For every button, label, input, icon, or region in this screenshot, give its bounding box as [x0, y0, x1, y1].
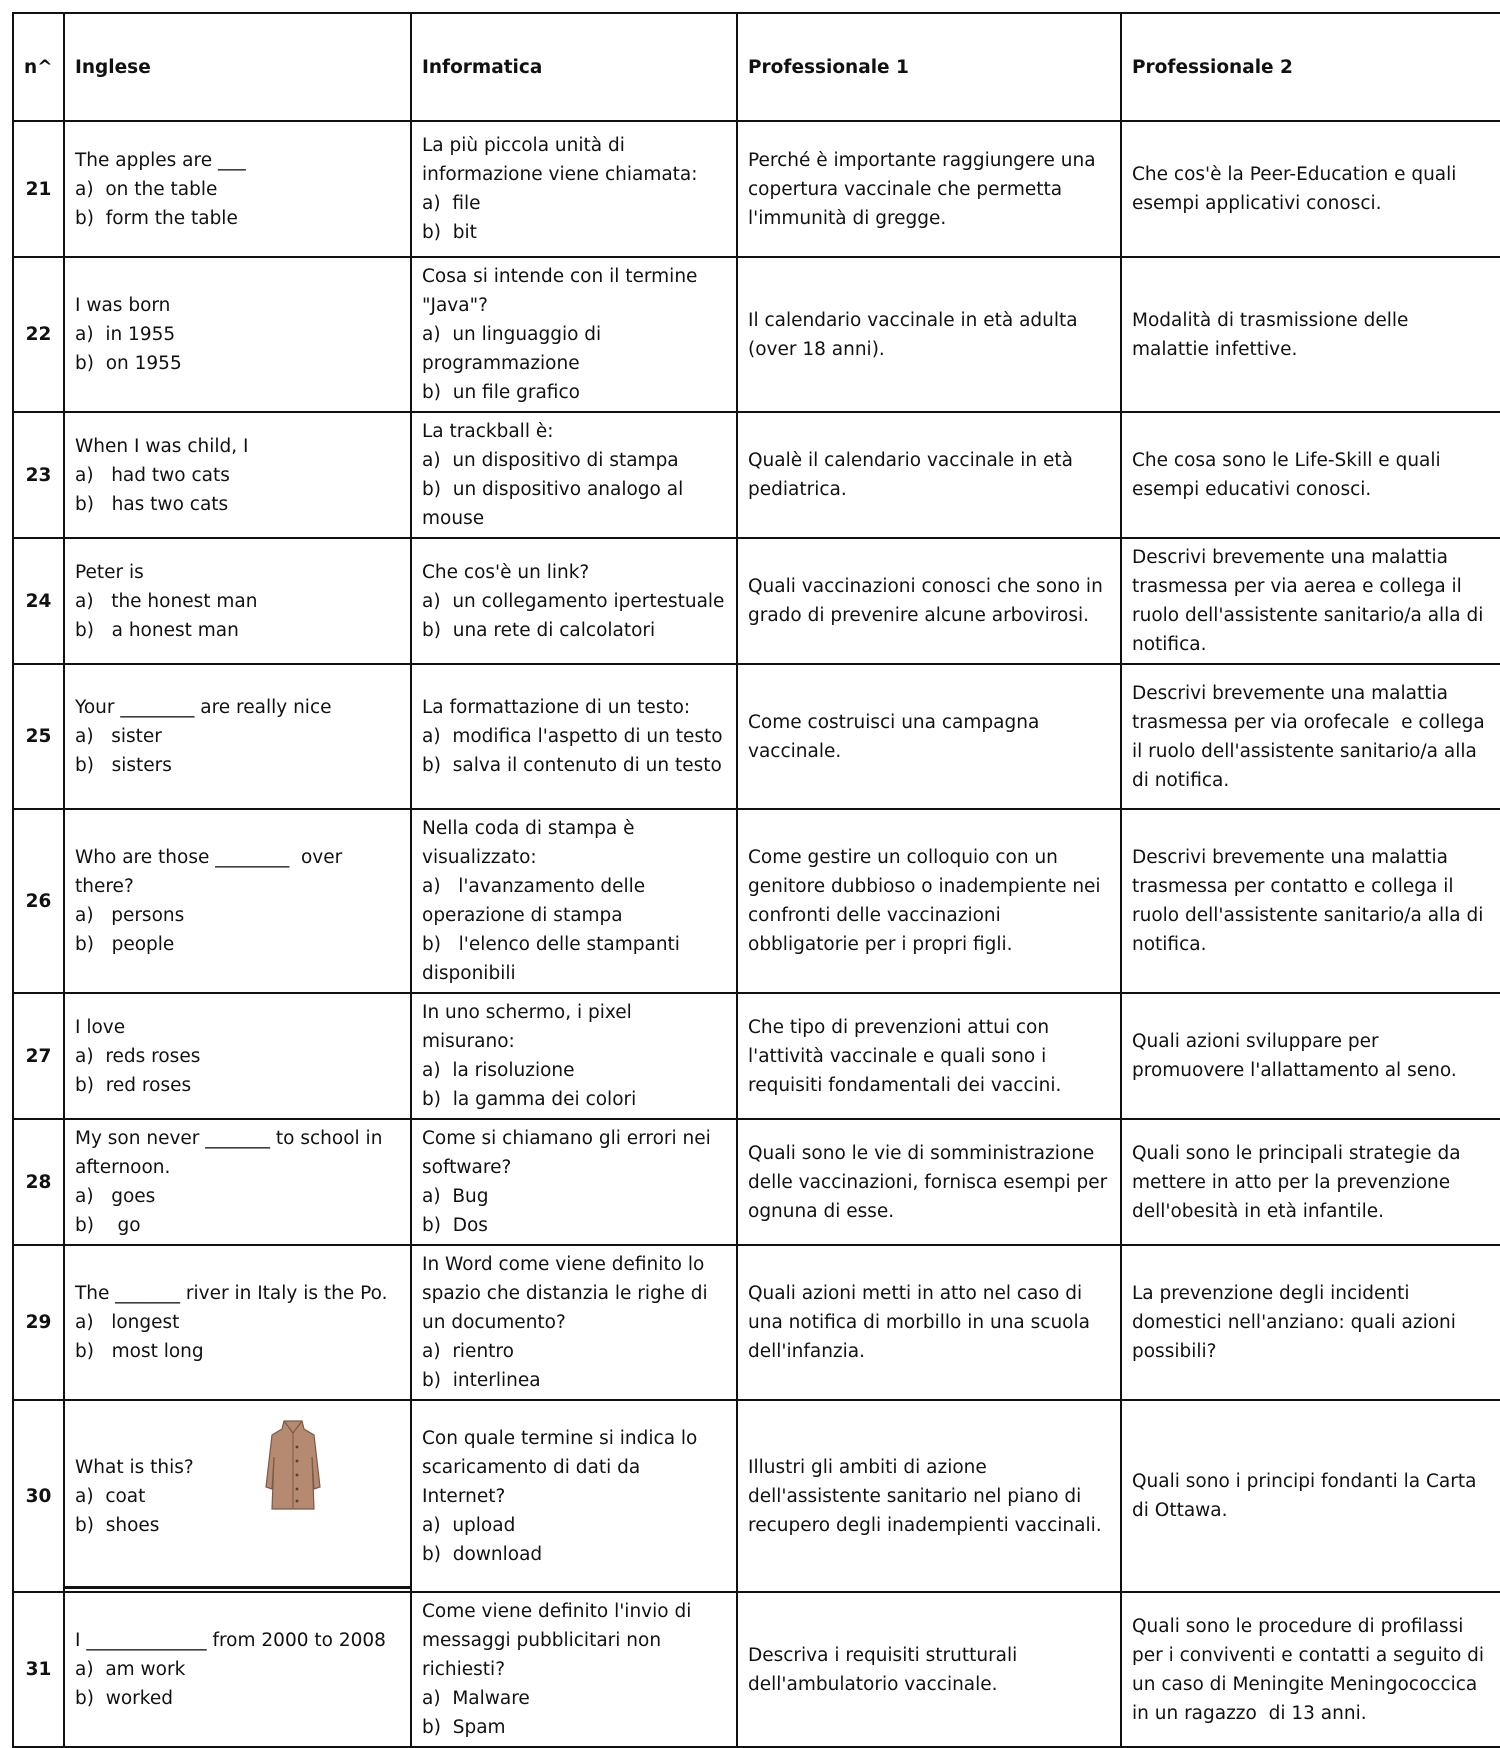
informatica-cell [411, 664, 737, 809]
inglese-cell [64, 993, 411, 1119]
question-text: Who are those ________ over there? [75, 847, 349, 897]
answer-option: a) un dispositivo di stampa [422, 450, 679, 471]
informatica-cell [411, 1119, 737, 1245]
question-text: Come si chiamano gli errori nei software? [422, 1128, 717, 1178]
answer-option: a) sister [75, 726, 162, 747]
professionale-1-cell [737, 809, 1121, 993]
table-row [13, 809, 1500, 993]
question-text: The apples are ___ [75, 149, 246, 171]
answer-option: a) l'avanzamento delle operazione di stampa [422, 876, 652, 926]
inglese-cell [64, 257, 411, 412]
answer-option: a) on the table [75, 178, 218, 200]
question-text: La prevenzione degli incidenti domestici nell'anziano: quali azioni possibili? [1132, 1283, 1462, 1362]
inglese-cell [64, 412, 411, 538]
answer-option: b) worked [75, 1688, 173, 1709]
inglese-cell [64, 1119, 411, 1245]
informatica-cell [411, 1400, 737, 1592]
informatica-cell [411, 412, 737, 538]
question-text: Your ________ are really nice [75, 697, 332, 718]
table-row [13, 1119, 1500, 1245]
table-row [13, 1400, 1500, 1592]
answer-option: a) the honest man [75, 590, 258, 612]
answer-option: a) in 1955 [75, 324, 176, 345]
header-inglese: Inglese [64, 13, 411, 121]
question-text: When I was child, I [75, 435, 249, 457]
exam-questions-table [12, 12, 1500, 1748]
answer-option: a) coat [75, 1485, 146, 1507]
question-text: Qualè il calendario vaccinale in età pediatrica. [748, 450, 1079, 500]
inglese-cell [64, 1245, 411, 1400]
question-text: I was born [75, 295, 171, 316]
answer-option: a) Malware [422, 1688, 530, 1709]
answer-option: b) Dos [422, 1215, 488, 1236]
table-row [13, 1592, 1500, 1747]
question-number: 24 [13, 538, 64, 664]
question-text: Come viene definito l'invio di messaggi pubblicitari non richiesti? [422, 1601, 698, 1680]
answer-option: a) rientro [422, 1341, 514, 1362]
informatica-cell [411, 538, 737, 664]
inglese-cell [64, 809, 411, 993]
question-text: La formattazione di un testo: [422, 697, 691, 718]
answer-option: b) sisters [75, 755, 172, 776]
question-text: The _______ river in Italy is the Po. [75, 1283, 388, 1304]
divider [65, 1586, 410, 1589]
inglese-cell [64, 538, 411, 664]
answer-option: a) longest [75, 1312, 180, 1333]
professionale-1-cell [737, 412, 1121, 538]
question-number: 31 [13, 1592, 64, 1747]
table-row [13, 993, 1500, 1119]
professionale-1-cell [737, 121, 1121, 257]
answer-option: b) download [422, 1543, 543, 1565]
professionale-1-cell [737, 993, 1121, 1119]
question-text: Descrivi brevemente una malattia trasmessa per contatto e collega il ruolo dell'assistente sanitario/a alla di notifica. [1132, 847, 1490, 955]
professionale-2-cell [1121, 1245, 1500, 1400]
answer-option: b) most long [75, 1341, 204, 1362]
professionale-1-cell [737, 664, 1121, 809]
question-text: Descrivi brevemente una malattia trasmessa per via aerea e collega il ruolo dell'assistente sanitario/a alla di notifica. [1132, 547, 1490, 655]
question-text: Quali sono i principi fondanti la Carta di Ottawa. [1132, 1471, 1483, 1521]
professionale-1-cell [737, 257, 1121, 412]
answer-option: b) go [75, 1215, 141, 1236]
question-text: Nella coda di stampa è visualizzato: [422, 818, 641, 868]
question-text: Quali sono le procedure di profilassi per i conviventi e contatti a seguito di un caso di Meningite Meningococcica in un ragazzo di 13 anni. [1132, 1615, 1490, 1724]
question-text: In Word come viene definito lo spazio che distanzia le righe di un documento? [422, 1254, 714, 1333]
answer-option: b) interlinea [422, 1370, 541, 1391]
question-text: What is this? [75, 1456, 194, 1478]
table-row [13, 664, 1500, 809]
question-text: Che cosa sono le Life-Skill e quali esempi educativi conosci. [1132, 450, 1447, 500]
answer-option: b) salva il contenuto di un testo [422, 755, 722, 776]
answer-option: a) un collegamento ipertestuale [422, 590, 725, 612]
question-text: I love [75, 1016, 126, 1038]
answer-option: b) a honest man [75, 619, 239, 641]
informatica-cell [411, 993, 737, 1119]
professionale-2-cell [1121, 538, 1500, 664]
answer-option: b) l'elenco delle stampanti disponibili [422, 934, 686, 984]
answer-option: b) has two cats [75, 493, 229, 515]
inglese-cell [64, 121, 411, 257]
question-number: 25 [13, 664, 64, 809]
inglese-cell [64, 1400, 411, 1592]
question-text: Come costruisci una campagna vaccinale. [748, 711, 1046, 762]
question-number: 22 [13, 257, 64, 412]
header-row [13, 13, 1500, 121]
professionale-2-cell [1121, 257, 1500, 412]
question-number: 23 [13, 412, 64, 538]
question-text: Che tipo di prevenzioni attui con l'attività vaccinale e quali sono i requisiti fondamentali dei vaccini. [748, 1016, 1062, 1096]
answer-option: b) on 1955 [75, 353, 182, 374]
question-text: Modalità di trasmissione delle malattie infettive. [1132, 309, 1415, 360]
professionale-2-cell [1121, 121, 1500, 257]
header-professionale-2: Professionale 2 [1121, 13, 1500, 121]
answer-option: b) form the table [75, 207, 238, 229]
question-number: 28 [13, 1119, 64, 1245]
question-number: 21 [13, 121, 64, 257]
header-number: n^ [13, 13, 64, 121]
question-number: 26 [13, 809, 64, 993]
answer-option: b) people [75, 934, 175, 955]
question-text: Quali azioni sviluppare per promuovere l'allattamento al seno. [1132, 1031, 1457, 1081]
professionale-1-cell [737, 1119, 1121, 1245]
informatica-cell [411, 1592, 737, 1747]
informatica-cell [411, 1245, 737, 1400]
professionale-1-cell [737, 1592, 1121, 1747]
inglese-cell [64, 664, 411, 809]
answer-option: a) upload [422, 1514, 516, 1536]
question-text: Peter is [75, 561, 144, 583]
answer-option: b) un file grafico [422, 382, 580, 403]
question-number: 30 [13, 1400, 64, 1592]
question-text: Cosa si intende con il termine "Java"? [422, 266, 704, 316]
answer-option: b) un dispositivo analogo al mouse [422, 479, 690, 529]
question-text: Come gestire un colloquio con un genitore dubbioso o inadempiente nei confronti delle vaccinazioni obbligatorie per i propri figli. [748, 847, 1107, 955]
professionale-1-cell [737, 1245, 1121, 1400]
question-text: Illustri gli ambiti di azione dell'assistente sanitario nel piano di recupero degli inadempienti vaccinali. [748, 1456, 1102, 1536]
answer-option: a) had two cats [75, 464, 230, 486]
answer-option: a) un linguaggio di programmazione [422, 324, 608, 374]
professionale-2-cell [1121, 412, 1500, 538]
question-number: 29 [13, 1245, 64, 1400]
answer-option: b) bit [422, 222, 477, 243]
table-row [13, 121, 1500, 257]
coat-icon [258, 1417, 328, 1513]
answer-option: a) Bug [422, 1186, 489, 1207]
question-text: Che cos'è la Peer-Education e quali esempi applicativi conosci. [1132, 164, 1463, 214]
answer-option: a) modifica l'aspetto di un testo [422, 726, 723, 747]
professionale-2-cell [1121, 664, 1500, 809]
professionale-2-cell [1121, 1592, 1500, 1747]
answer-option: a) goes [75, 1186, 156, 1207]
informatica-cell [411, 121, 737, 257]
question-text: I _____________ from 2000 to 2008 [75, 1630, 386, 1651]
question-number: 27 [13, 993, 64, 1119]
professionale-1-cell [737, 1400, 1121, 1592]
answer-option: a) persons [75, 905, 185, 926]
question-text: Che cos'è un link? [422, 561, 590, 583]
inglese-cell [64, 1592, 411, 1747]
professionale-2-cell [1121, 993, 1500, 1119]
table-row [13, 257, 1500, 412]
informatica-cell [411, 809, 737, 993]
answer-option: b) Spam [422, 1717, 506, 1738]
question-text: La più piccola unità di informazione viene chiamata: [422, 135, 698, 185]
question-text: Quali vaccinazioni conosci che sono in grado di prevenire alcune arbovirosi. [748, 576, 1109, 626]
question-text: Con quale termine si indica lo scaricamento di dati da Internet? [422, 1427, 704, 1507]
question-text: Descrivi brevemente una malattia trasmessa per via orofecale e collega il ruolo dell'assistente sanitario/a alla di notifica. [1132, 682, 1491, 791]
table-row [13, 1245, 1500, 1400]
answer-option: a) la risoluzione [422, 1060, 575, 1081]
table-row [13, 538, 1500, 664]
header-informatica: Informatica [411, 13, 737, 121]
question-text: Quali azioni metti in atto nel caso di una notifica di morbillo in una scuola dell'infanzia. [748, 1283, 1096, 1362]
question-text: La trackball è: [422, 421, 554, 442]
header-professionale-1: Professionale 1 [737, 13, 1121, 121]
question-text: Perché è importante raggiungere una copertura vaccinale che permetta l'immunità di gregge. [748, 149, 1102, 229]
professionale-1-cell [737, 538, 1121, 664]
question-text: In uno schermo, i pixel misurano: [422, 1002, 638, 1052]
answer-option: a) am work [75, 1659, 186, 1680]
question-text: Quali sono le principali strategie da mettere in atto per la prevenzione dell'obesità in età infantile. [1132, 1142, 1467, 1222]
question-text: Quali sono le vie di somministrazione delle vaccinazioni, fornisca esempi per ognuna di esse. [748, 1142, 1114, 1222]
question-text: Il calendario vaccinale in età adulta (over 18 anni). [748, 309, 1084, 360]
answer-option: b) la gamma dei colori [422, 1089, 637, 1110]
question-text: Descriva i requisiti strutturali dell'ambulatorio vaccinale. [748, 1644, 1024, 1695]
answer-option: a) file [422, 193, 481, 214]
professionale-2-cell [1121, 1119, 1500, 1245]
professionale-2-cell [1121, 1400, 1500, 1592]
answer-option: b) red roses [75, 1074, 192, 1096]
professionale-2-cell [1121, 809, 1500, 993]
informatica-cell [411, 257, 737, 412]
answer-option: b) shoes [75, 1514, 160, 1536]
question-text: My son never _______ to school in afternoon. [75, 1128, 389, 1178]
answer-option: b) una rete di calcolatori [422, 619, 656, 641]
table-row [13, 412, 1500, 538]
answer-option: a) reds roses [75, 1045, 201, 1067]
